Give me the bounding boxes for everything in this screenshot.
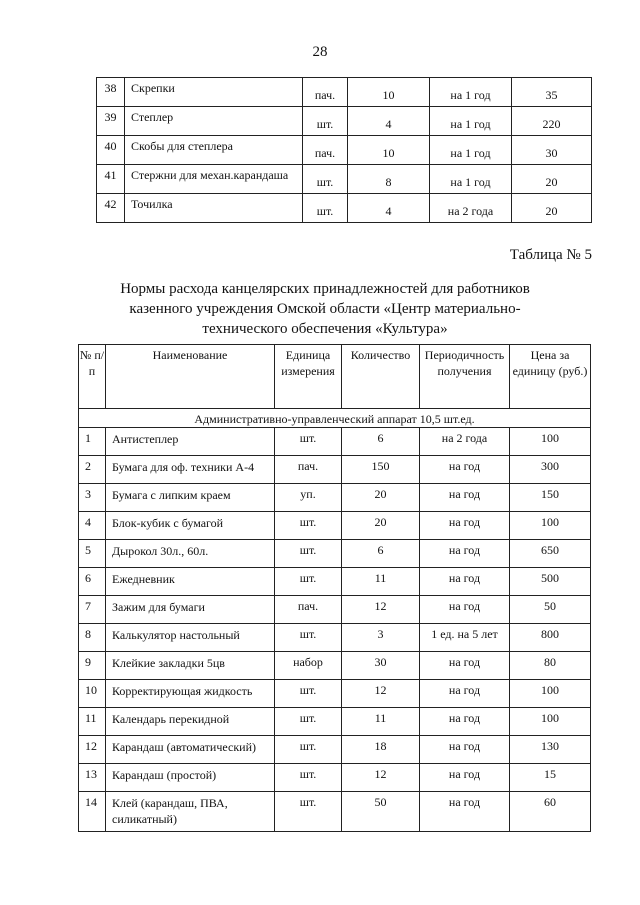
cell-price: 80 — [510, 652, 591, 680]
cell-period: на 1 год — [430, 165, 512, 194]
cell-period: на год — [420, 596, 510, 624]
cell-num: 1 — [79, 428, 106, 456]
cell-period: на год — [420, 708, 510, 736]
cell-num: 8 — [79, 624, 106, 652]
cell-name: Карандаш (автоматический) — [106, 736, 275, 764]
table-title: Нормы расхода канцелярских принадлежностей для работников казенного учреждения Омской области «Центр материально-технического обеспечения «Культура» — [120, 281, 530, 337]
cell-unit: шт. — [275, 680, 342, 708]
cell-period: на 2 года — [430, 194, 512, 223]
cell-name: Скобы для степлера — [125, 136, 303, 165]
cell-price: 800 — [510, 624, 591, 652]
table-header-row — [79, 345, 591, 409]
cell-num: 4 — [79, 512, 106, 540]
cell-period: на 2 года — [420, 428, 510, 456]
table-row — [79, 484, 591, 512]
cell-num: 7 — [79, 596, 106, 624]
cell-name: Корректирующая жидкость — [106, 680, 275, 708]
cell-num: 5 — [79, 540, 106, 568]
cell-qty: 11 — [342, 708, 420, 736]
table-row — [79, 428, 591, 456]
cell-period: на год — [420, 456, 510, 484]
header-period: Периодичность получения — [420, 345, 510, 409]
cell-price: 20 — [512, 194, 592, 223]
cell-unit: пач. — [275, 456, 342, 484]
cell-qty: 3 — [342, 624, 420, 652]
cell-name: Бумага с липким краем — [106, 484, 275, 512]
cell-period: на 1 год — [430, 107, 512, 136]
table-row — [97, 78, 592, 107]
cell-period: на год — [420, 652, 510, 680]
cell-num: 13 — [79, 764, 106, 792]
header-name: Наименование — [106, 345, 275, 409]
cell-qty: 6 — [342, 540, 420, 568]
cell-unit: шт. — [303, 165, 348, 194]
page-number: 28 — [312, 44, 328, 60]
cell-unit: шт. — [275, 428, 342, 456]
table-row — [79, 596, 591, 624]
cell-price: 650 — [510, 540, 591, 568]
cell-unit: шт. — [275, 540, 342, 568]
cell-price: 130 — [510, 736, 591, 764]
cell-price: 150 — [510, 484, 591, 512]
cell-name: Стержни для механ.карандаша — [125, 165, 303, 194]
table-row — [79, 680, 591, 708]
table-row — [79, 708, 591, 736]
cell-price: 100 — [510, 708, 591, 736]
table-label: Таблица № 5 — [509, 247, 592, 263]
cell-unit: шт. — [275, 624, 342, 652]
cell-num: 12 — [79, 736, 106, 764]
cell-name: Скрепки — [125, 78, 303, 107]
cell-price: 35 — [512, 78, 592, 107]
table-row — [79, 568, 591, 596]
cell-unit: шт. — [275, 764, 342, 792]
continuation-table — [96, 77, 592, 223]
header-price: Цена за единицу (руб.) — [510, 345, 591, 409]
cell-num: 38 — [97, 78, 125, 107]
cell-qty: 4 — [348, 107, 430, 136]
cell-name: Антистеплер — [106, 428, 275, 456]
cell-name: Блок-кубик с бумагой — [106, 512, 275, 540]
cell-num: 11 — [79, 708, 106, 736]
cell-name: Календарь перекидной — [106, 708, 275, 736]
header-qty: Количество — [342, 345, 420, 409]
cell-unit: набор — [275, 652, 342, 680]
cell-num: 42 — [97, 194, 125, 223]
cell-num: 9 — [79, 652, 106, 680]
cell-period: на 1 год — [430, 136, 512, 165]
table-row — [79, 624, 591, 652]
cell-qty: 12 — [342, 764, 420, 792]
table-row — [97, 194, 592, 223]
cell-unit: шт. — [275, 736, 342, 764]
cell-num: 41 — [97, 165, 125, 194]
cell-name: Ежедневник — [106, 568, 275, 596]
cell-num: 14 — [79, 792, 106, 832]
table-row — [79, 456, 591, 484]
cell-unit: шт. — [303, 107, 348, 136]
section-title: Административно-управленческий аппарат 10,5 шт.ед. — [79, 409, 591, 428]
cell-num: 2 — [79, 456, 106, 484]
cell-num: 39 — [97, 107, 125, 136]
cell-period: на год — [420, 736, 510, 764]
cell-period: на год — [420, 764, 510, 792]
cell-price: 500 — [510, 568, 591, 596]
cell-num: 6 — [79, 568, 106, 596]
cell-qty: 10 — [348, 78, 430, 107]
cell-price: 100 — [510, 512, 591, 540]
cell-qty: 150 — [342, 456, 420, 484]
cell-num: 3 — [79, 484, 106, 512]
cell-name: Степлер — [125, 107, 303, 136]
cell-price: 220 — [512, 107, 592, 136]
cell-name: Калькулятор настольный — [106, 624, 275, 652]
table-row — [97, 107, 592, 136]
cell-qty: 4 — [348, 194, 430, 223]
cell-price: 60 — [510, 792, 591, 832]
cell-qty: 8 — [348, 165, 430, 194]
cell-period: на год — [420, 540, 510, 568]
cell-unit: пач. — [303, 136, 348, 165]
cell-name: Клей (карандаш, ПВА, силикатный) — [106, 792, 275, 832]
cell-price: 20 — [512, 165, 592, 194]
cell-name: Зажим для бумаги — [106, 596, 275, 624]
cell-qty: 12 — [342, 680, 420, 708]
cell-num: 10 — [79, 680, 106, 708]
cell-qty: 50 — [342, 792, 420, 832]
cell-qty: 20 — [342, 512, 420, 540]
cell-price: 30 — [512, 136, 592, 165]
cell-price: 100 — [510, 428, 591, 456]
cell-name: Дырокол 30л., 60л. — [106, 540, 275, 568]
cell-unit: шт. — [275, 512, 342, 540]
cell-price: 100 — [510, 680, 591, 708]
cell-name: Карандаш (простой) — [106, 764, 275, 792]
table-row — [79, 652, 591, 680]
norms-table — [78, 344, 591, 832]
cell-price: 300 — [510, 456, 591, 484]
cell-price: 15 — [510, 764, 591, 792]
cell-period: на 1 год — [430, 78, 512, 107]
table-row — [79, 512, 591, 540]
cell-unit: пач. — [303, 78, 348, 107]
table-row — [79, 792, 591, 832]
cell-qty: 30 — [342, 652, 420, 680]
table-row — [79, 736, 591, 764]
cell-qty: 18 — [342, 736, 420, 764]
cell-period: на год — [420, 484, 510, 512]
cell-qty: 6 — [342, 428, 420, 456]
table-row — [97, 136, 592, 165]
cell-unit: шт. — [275, 792, 342, 832]
cell-period: на год — [420, 792, 510, 832]
cell-period: 1 ед. на 5 лет — [420, 624, 510, 652]
header-unit: Единица измерения — [275, 345, 342, 409]
header-num: № п/п — [79, 345, 106, 409]
cell-unit: шт. — [275, 708, 342, 736]
cell-name: Бумага для оф. техники А-4 — [106, 456, 275, 484]
table-row — [97, 165, 592, 194]
cell-period: на год — [420, 680, 510, 708]
cell-name: Точилка — [125, 194, 303, 223]
cell-qty: 20 — [342, 484, 420, 512]
cell-period: на год — [420, 512, 510, 540]
cell-unit: уп. — [275, 484, 342, 512]
cell-period: на год — [420, 568, 510, 596]
table-row — [79, 540, 591, 568]
cell-qty: 10 — [348, 136, 430, 165]
cell-unit: шт. — [303, 194, 348, 223]
cell-qty: 11 — [342, 568, 420, 596]
section-row — [79, 409, 591, 428]
cell-qty: 12 — [342, 596, 420, 624]
cell-num: 40 — [97, 136, 125, 165]
table-row — [79, 764, 591, 792]
cell-name: Клейкие закладки 5цв — [106, 652, 275, 680]
cell-unit: шт. — [275, 568, 342, 596]
cell-price: 50 — [510, 596, 591, 624]
cell-unit: пач. — [275, 596, 342, 624]
